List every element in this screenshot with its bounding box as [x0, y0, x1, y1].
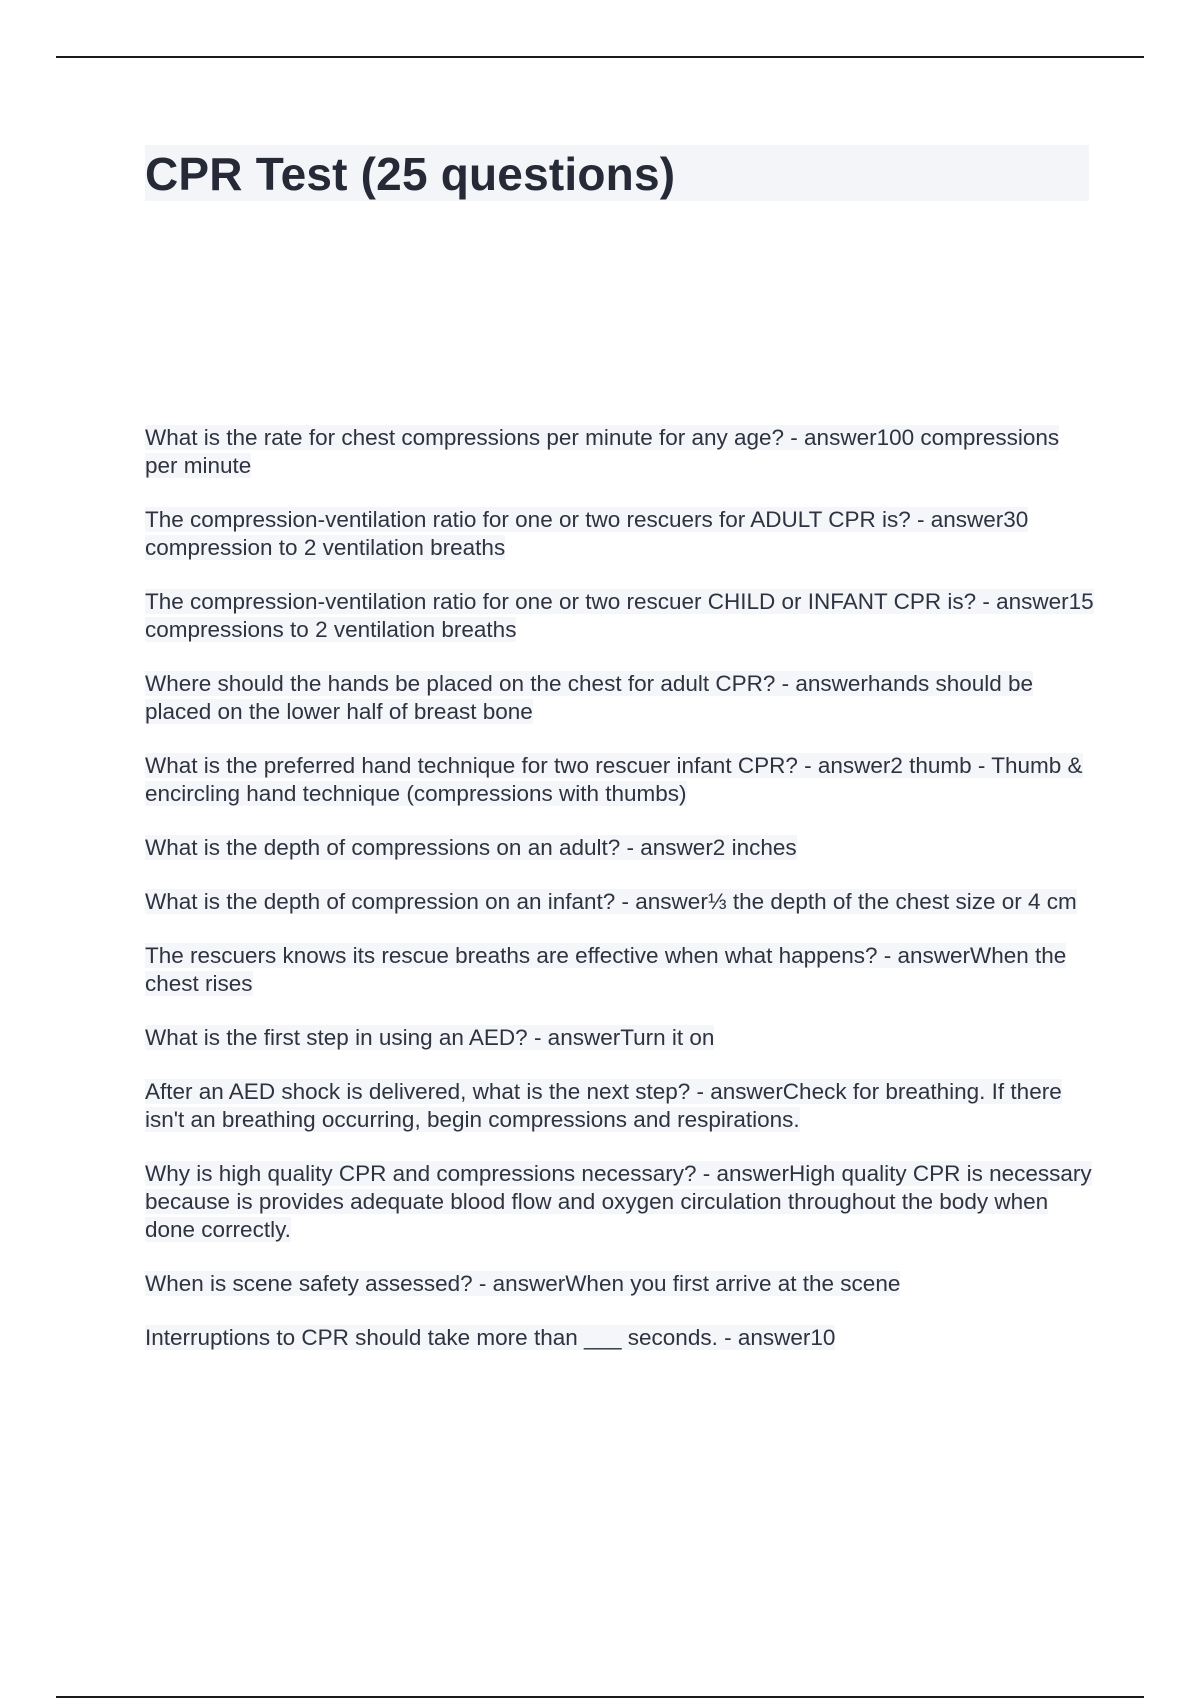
- qa-text: The rescuers knows its rescue breaths are effective when what happens? - answerWhen the chest rises: [145, 943, 1067, 996]
- qa-item-4: [145, 670, 1095, 726]
- qa-item-8: [145, 942, 1095, 998]
- qa-text: What is the depth of compression on an infant? - answer⅓ the depth of the chest size or 4 cm: [145, 889, 1077, 914]
- qa-item-9: [145, 1024, 1095, 1052]
- qa-text: What is the preferred hand technique for two rescuer infant CPR? - answer2 thumb - Thumb & encircling hand technique (compressions with thumbs): [145, 753, 1083, 806]
- qa-item-10: [145, 1078, 1095, 1134]
- qa-item-12: [145, 1270, 1095, 1298]
- qa-text: When is scene safety assessed? - answerWhen you first arrive at the scene: [145, 1271, 901, 1296]
- qa-item-6: [145, 834, 1095, 862]
- qa-item-5: [145, 752, 1095, 808]
- qa-item-3: [145, 588, 1095, 644]
- bottom-rule: [56, 1696, 1144, 1698]
- qa-text: The compression-ventilation ratio for one or two rescuers for ADULT CPR is? - answer30 compression to 2 ventilation breaths: [145, 507, 1029, 560]
- qa-item-7: [145, 888, 1095, 916]
- qa-item-11: [145, 1160, 1095, 1244]
- qa-text: Interruptions to CPR should take more than ___ seconds. - answer10: [145, 1325, 836, 1350]
- qa-item-13: [145, 1324, 1095, 1352]
- question-answer-list: [145, 424, 1095, 1378]
- qa-text: What is the first step in using an AED? - answerTurn it on: [145, 1025, 715, 1050]
- qa-text: Why is high quality CPR and compressions necessary? - answerHigh quality CPR is necessary because is provides adequate blood flow and oxygen circulation throughout the body when done correctly.: [145, 1161, 1092, 1242]
- qa-text: What is the rate for chest compressions per minute for any age? - answer100 compressions per minute: [145, 425, 1060, 478]
- page-title: CPR Test (25 questions): [145, 148, 676, 200]
- qa-item-1: [145, 424, 1095, 480]
- qa-text: The compression-ventilation ratio for one or two rescuer CHILD or INFANT CPR is? - answer15 compressions to 2 ventilation breaths: [145, 589, 1094, 642]
- qa-text: Where should the hands be placed on the chest for adult CPR? - answerhands should be placed on the lower half of breast bone: [145, 671, 1034, 724]
- qa-text: After an AED shock is delivered, what is the next step? - answerCheck for breathing. If there isn't an breathing occurring, begin compressions and respirations.: [145, 1079, 1062, 1132]
- qa-text: What is the depth of compressions on an adult? - answer2 inches: [145, 835, 797, 860]
- top-rule: [56, 56, 1144, 58]
- qa-item-2: [145, 506, 1095, 562]
